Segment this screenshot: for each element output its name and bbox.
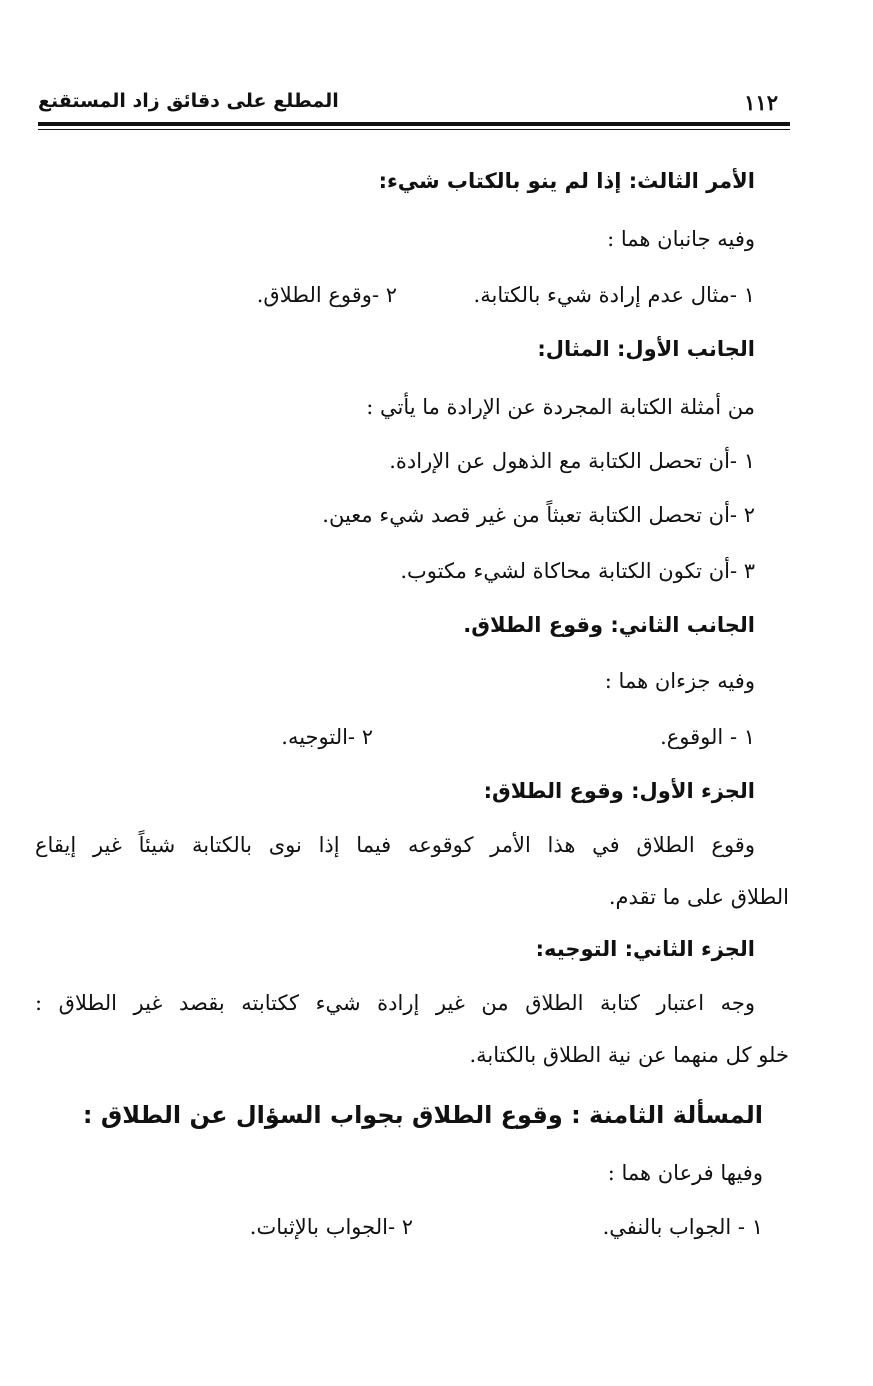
list-item: ١ -أن تحصل الكتابة مع الذهول عن الإرادة. (389, 449, 755, 473)
header-rule-thin (38, 129, 790, 130)
list-item: ٢ -الجواب بالإثبات. (249, 1215, 413, 1239)
header-rule-thick (38, 122, 790, 126)
paragraph-line: وقوع الطلاق في هذا الأمر كوقوعه فيما إذا نوى بالكتابة شيئاً غير إيقاع (35, 833, 755, 857)
book-title: المطلع على دقائق زاد المستقنع (38, 90, 339, 112)
list-item: ١ - الوقوع. (660, 725, 755, 749)
list-item: ١ -مثال عدم إرادة شيء بالكتابة. (473, 283, 755, 307)
paragraph-line: الطلاق على ما تقدم. (608, 885, 789, 909)
list-item: ٢ -أن تحصل الكتابة تعبثاً من غير قصد شيء معين. (322, 503, 755, 527)
text-line: من أمثلة الكتابة المجردة عن الإرادة ما يأتي : (366, 395, 755, 419)
text-line: وفيها فرعان هما : (607, 1161, 763, 1185)
heading-third-matter: الأمر الثالث: إذا لم ينو بالكتاب شيء: (378, 169, 755, 193)
heading-second-part: الجزء الثاني: التوجيه: (535, 937, 755, 961)
text-line: وفيه جزءان هما : (604, 669, 755, 693)
list-item: ١ - الجواب بالنفي. (602, 1215, 763, 1239)
heading-second-aspect: الجانب الثاني: وقوع الطلاق. (463, 613, 755, 637)
paragraph-line: وجه اعتبار كتابة الطلاق من غير إرادة شيء ككتابته بقصد غير الطلاق : (35, 991, 755, 1015)
heading-first-part: الجزء الأول: وقوع الطلاق: (483, 779, 755, 803)
heading-eighth-issue: المسألة الثامنة : وقوع الطلاق بجواب السؤال عن الطلاق : (82, 1101, 763, 1129)
text-line: وفيه جانبان هما : (607, 227, 755, 251)
list-item: ٣ -أن تكون الكتابة محاكاة لشيء مكتوب. (400, 559, 755, 583)
list-item: ٢ -وقوع الطلاق. (256, 283, 397, 307)
page-number: ١١٢ (744, 90, 778, 115)
page-header (38, 86, 790, 122)
heading-first-aspect: الجانب الأول: المثال: (537, 337, 755, 361)
paragraph-line: خلو كل منهما عن نية الطلاق بالكتابة. (469, 1043, 789, 1067)
list-item: ٢ -التوجيه. (281, 725, 373, 749)
